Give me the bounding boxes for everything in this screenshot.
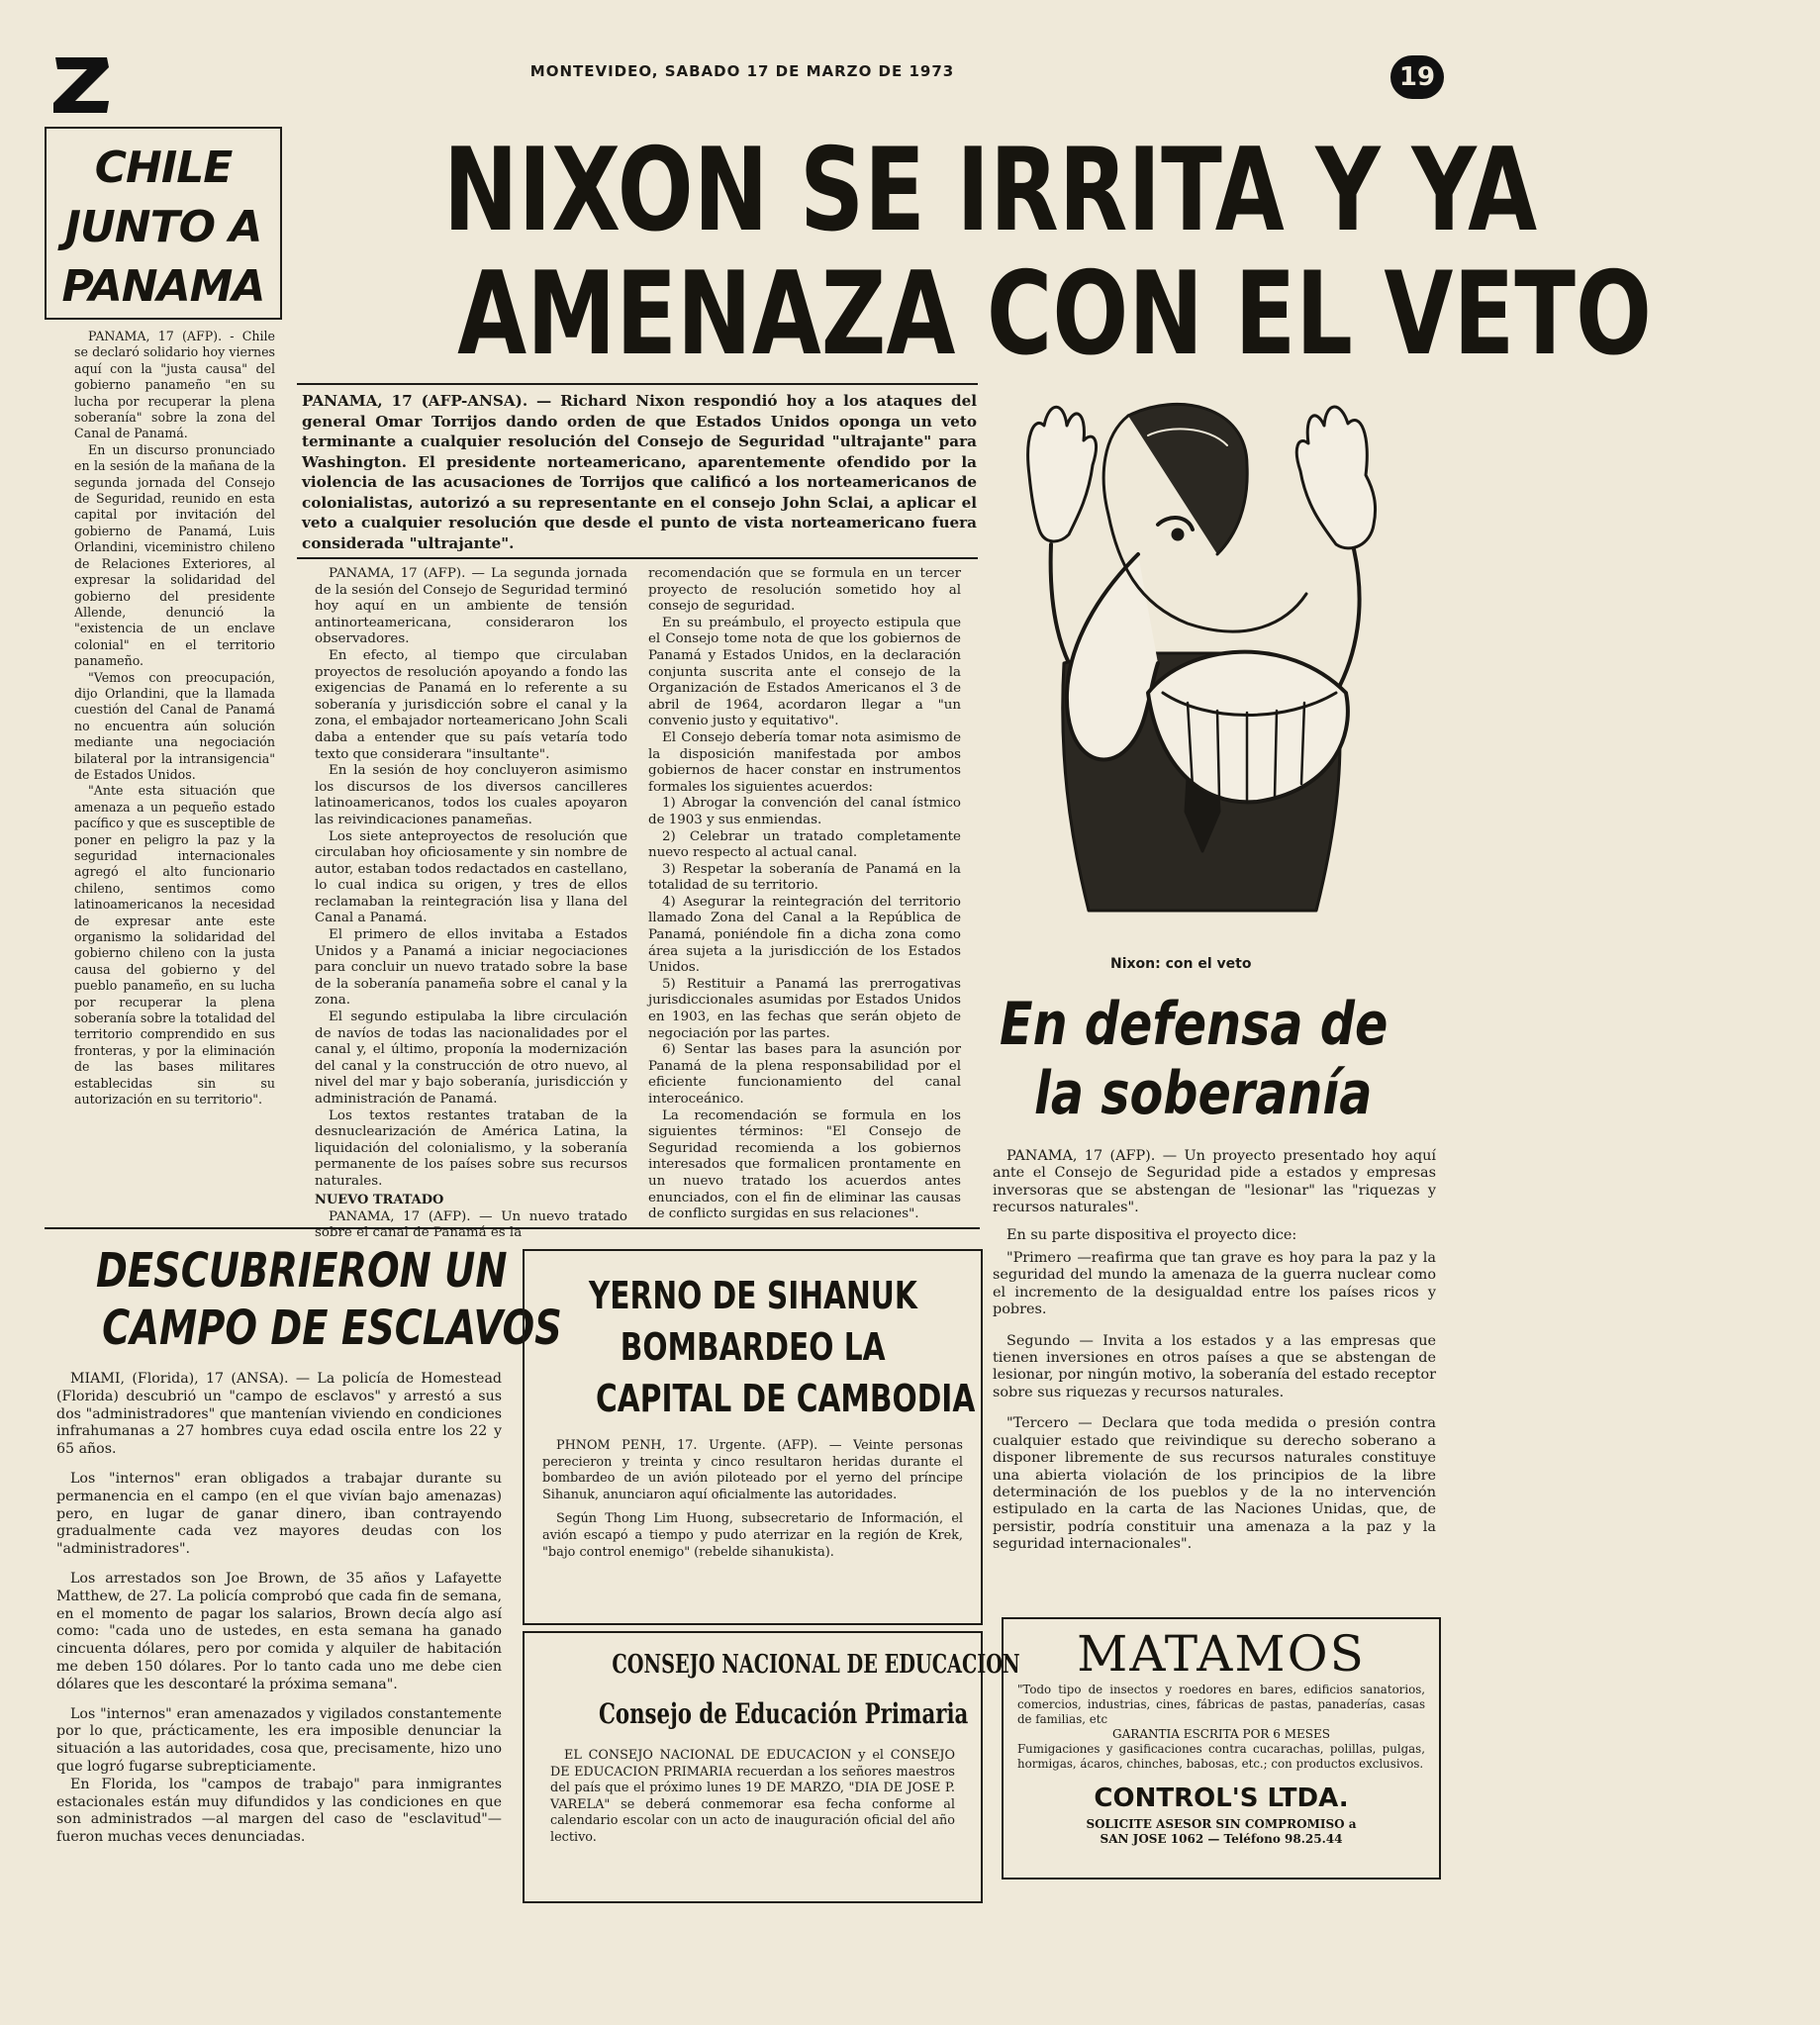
nixon-caption: Nixon: con el veto <box>1110 956 1252 972</box>
soberania-paragraph: En su parte dispositiva el proyecto dice: <box>1006 1226 1297 1243</box>
chile-paragraph: "Ante esta situación que amenaza a un pequeño estado pacífico y que es susceptible de poner en peligro la paz y la seguridad internacionales agregó el alto funcionario chileno, sentimos como latinoamericanos la necesidad de expresar ante este organismo la solidaridad del gobierno chileno con la justa causa del gobierno y del pueblo panameño, en su lucha por recuperar la plena soberanía sobre la totalidad del territorio comprendido en sus fronteras, y por la eliminación de las bases militares establecidas sin su autorización en su territorio". <box>74 783 275 1108</box>
consejo-ad-title-row <box>540 1645 1020 1685</box>
soberania-headline-row-2 <box>1000 1059 1435 1128</box>
chile-paragraph: En un discurso pronunciado en la sesión de la mañana de la segunda jornada del Consejo de Seguridad, reunido en esta capital por invitación del gobierno de Panamá, Luis Orlandini, viceministro chileno de Relaciones Exteriores, al expresar la solidaridad del gobierno del presidente Allende, denunció la "existencia de un enclave colonial" en el territorio panameño. <box>74 441 275 669</box>
sihanuk-headline-line-3: CAPITAL DE CAMBODIA <box>596 1377 976 1420</box>
sihanuk-headline-line-1: YERNO DE SIHANUK <box>588 1274 917 1317</box>
sihanuk-paragraph: PHNOM PENH, 17. Urgente. (AFP). — Veinte personas perecieron y treinta y cinco resultaron heridas durante el bombardeo de un avión piloteado por el yerno del príncipe Sihanuk, anunciaron aquí oficialmente las autoridades. <box>542 1438 963 1502</box>
chile-story-body <box>74 329 275 1109</box>
nixon-headline <box>289 124 1652 381</box>
consejo-ad <box>523 1631 1020 1903</box>
nixon-headline-line-2: AMENAZA CON EL VETO <box>457 247 1652 381</box>
matamos-ad-guarantee: GARANTIA ESCRITA POR 6 MESES <box>1112 1727 1330 1741</box>
nixon-paragraph: recomendación que se formula en un tercer proyecto de resolución sometido hoy al consejo de seguridad. <box>648 566 961 615</box>
nixon-column-2 <box>648 566 961 1223</box>
nixon-paragraph: El primero de ellos invitaba a Estados Unidos y a Panamá a iniciar negociaciones para concluir un nuevo tratado sobre la base de la soberanía panameña sobre el canal y la zona. <box>315 927 627 1009</box>
matamos-ad-body: "Todo tipo de insectos y roedores en bares, edificios sanatorios, comercios, industrias, cines, fábricas de pastas, panaderías, casas de familias, etc <box>1017 1683 1425 1726</box>
soberania-headline-line-2: la soberanía <box>1034 1059 1373 1128</box>
sihanuk-headline-row-3 <box>542 1373 976 1424</box>
soberania-paragraph: Segundo — Invita a los estados y a las empresas que tienen inversiones en otros países a que se abstengan de lesionar, por ningún motivo, la soberanía del estado receptor sobre sus riquezas y recursos naturales. <box>993 1332 1436 1400</box>
nixon-paragraph: 5) Restituir a Panamá las prerrogativas jurisdiccionales asumidas por Estados Unidos en 1903, en las fechas que serán objeto de negociación por las partes. <box>648 976 961 1041</box>
nixon-paragraph: 4) Asegurar la reintegración del territorio llamado Zona del Canal a la República de Panamá, poniéndole fin a dicha zona como área sujeta a la jurisdicción de los Estados Unidos. <box>648 894 961 976</box>
nixon-subhead: NUEVO TRATADO <box>315 1192 444 1207</box>
nixon-lead: PANAMA, 17 (AFP-ANSA). — Richard Nixon respondió hoy a los ataques del general Omar Torrijos dando orden de que Estados Unidos oponga un veto terminante a cualquier resolución del Consejo de Seguridad "ultrajante" para Washington. El presidente norteamericano, aparentemente ofendido por la violencia de las acusaciones de Torrijos que calificó a los norteamericanos de colonialistas, autorizó a su representante en el consejo John Sclai, a aplicar el veto a cualquier resolución que desde el punto de vista norteamericano fuera considerada "ultrajante". <box>302 392 977 552</box>
nixon-paragraph: PANAMA, 17 (AFP). — La segunda jornada de la sesión del Consejo de Seguridad terminó hoy aquí en un ambiente de tensión antinorteamericana, consideraron los observadores. <box>315 566 627 647</box>
esclavos-headline-line-1: DESCUBRIERON UN <box>95 1243 508 1299</box>
page-number: 19 <box>1398 62 1436 92</box>
esclavos-headline-row-2 <box>45 1300 562 1357</box>
consejo-ad-body: EL CONSEJO NACIONAL DE EDUCACION y el CONSEJO DE EDUCACION PRIMARIA recuerdan a los señores maestros del país que el próximo lunes 19 DE MARZO, "DIA DE JOSE P. VARELA" se deberá conmemorar esa fecha conforme al calendario escolar con un acto de inauguración oficial del año lectivo. <box>550 1748 955 1845</box>
nixon-paragraph: 2) Celebrar un tratado completamente nuevo respecto al actual canal. <box>648 828 961 861</box>
chile-headline-line-1: CHILE <box>94 143 233 193</box>
nixon-paragraph: Los textos restantes trataban de la desnuclearización de América Latina, la liquidación del colonialismo, y la soberanía permanente de los países sobre sus recursos naturales. <box>315 1108 627 1189</box>
esclavos-headline-row-1 <box>45 1242 510 1300</box>
nixon-lead-rule-bottom <box>297 557 978 559</box>
sihanuk-headline-row-1 <box>542 1270 963 1321</box>
consejo-ad-title: CONSEJO NACIONAL DE EDUCACION <box>612 1650 1020 1680</box>
consejo-ad-subtitle-row <box>540 1690 969 1738</box>
esclavos-paragraph: En Florida, los "campos de trabajo" para inmigrantes estacionales están muy difundidos y las condiciones en que son administrados —al margen del caso de "esclavitud"— fueron muchas veces denunciadas. <box>56 1776 502 1846</box>
nixon-column-1 <box>315 566 627 1242</box>
nixon-paragraph: Los siete anteproyectos de resolución que circulaban hoy oficiosamente y sin nombre de autor, estaban todos redactados en castellano, lo cual indica su origen, y tres de ellos reclamaban la reintegración lisa y llana del Canal a Panamá. <box>315 828 627 926</box>
chile-headline-line-3: PANAMA <box>61 261 265 312</box>
nixon-caricature <box>990 396 1445 950</box>
chile-paragraph: PANAMA, 17 (AFP). - Chile se declaró solidario hoy viernes aquí con la "justa causa" del gobierno panameño "en su lucha por recuperar la plena soberanía" sobre la zona del Canal de Panamá. <box>74 329 275 441</box>
chile-headline-line-2: JUNTO A <box>64 202 262 252</box>
sihanuk-box <box>523 1249 983 1625</box>
soberania-headline-row-1 <box>1000 990 1435 1059</box>
nixon-lead-rule <box>297 383 978 385</box>
esclavos-paragraph: Los arrestados son Joe Brown, de 35 años y Lafayette Matthew, de 27. La policía comprobó que cada fin de semana, en el momento de pagar los salarios, Brown decía algo así como: "cada uno de ustedes, en esta semana ha ganado cincuenta dólares, pero por comida y alquiler de habitación me deben 150 dólares. Por lo tanto cada uno me debe cien dólares que les descontaré la próxima semana". <box>56 1570 502 1692</box>
soberania-paragraph: PANAMA, 17 (AFP). — Un proyecto presentado hoy aquí ante el Consejo de Seguridad pide a estados y empresas inversoras que se abstengan de "lesionar" las "riquezas y recursos naturales". <box>993 1148 1436 1216</box>
soberania-paragraph: "Tercero — Declara que toda medida o presión contra cualquier estado que reivindique su derecho soberano a disponer libremente de sus recursos naturales constituye una abierta violación de los principios de la libre determinación de los pueblos y de la no intervención estipulado en la carta de las Naciones Unidas, que, de persistir, podría constituir una amenaza a la paz y la seguridad internacionales". <box>993 1415 1436 1553</box>
soberania-headline <box>1000 990 1435 1128</box>
nixon-headline-row-1 <box>289 124 1538 257</box>
sihanuk-paragraph: Según Thong Lim Huong, subsecretario de Información, el avión escapó a tiempo y pudo aterrizar en la región de Krek, "bajo control enemigo" (rebelde sihanukista). <box>542 1511 963 1560</box>
esclavos-paragraph: Los "internos" eran amenazados y vigilados constantemente por lo que, prácticamente, les era imposible denunciar la situación a las autoridades, cosa que, precisamente, hizo uno que logró fugarse subrepticiamente. <box>56 1705 502 1775</box>
matamos-ad-contact-2: SAN JOSE 1062 — Teléfono 98.25.44 <box>1100 1832 1343 1846</box>
nixon-paragraph: PANAMA, 17 (AFP). — Un nuevo tratado sobre el canal de Panamá es la <box>315 1208 627 1241</box>
nixon-headline-line-1: NIXON SE IRRITA Y YA <box>442 124 1538 257</box>
nixon-paragraph: La recomendación se formula en los siguientes términos: "El Consejo de Seguridad recomienda a los gobiernos interesados que formalicen prontamente en un nuevo tratado los acuerdos antes enunciados, con el fin de eliminar las causas de conflicto surgidas en sus relaciones". <box>648 1108 961 1222</box>
nixon-paragraph: En efecto, al tiempo que circulaban proyectos de resolución apoyando a fondo las exigencias de Panamá en lo referente a su soberanía y jurisdicción sobre el canal y la zona, el embajador norteamericano John Scali daba a entender que su país vetaría todo texto que considerara "insultante". <box>315 647 627 762</box>
nixon-paragraph: 3) Respetar la soberanía de Panamá en la totalidad de su territorio. <box>648 861 961 894</box>
matamos-ad-body-2: Fumigaciones y gasificaciones contra cucarachas, polillas, pulgas, hormigas, ácaros, chinches, babosas, etc.; con productos exclusivos. <box>1017 1742 1425 1771</box>
nixon-caricature-drawing <box>990 396 1445 950</box>
soberania-story-body <box>993 1148 1436 1554</box>
nixon-paragraph: El Consejo debería tomar nota asimismo de la disposición manifestada por ambos gobiernos de hacer constar en instrumentos formales los siguientes acuerdos: <box>648 729 961 795</box>
date-line: MONTEVIDEO, SABADO 17 DE MARZO DE 1973 <box>529 62 955 80</box>
soberania-paragraph: "Primero —reafirma que tan grave es hoy para la paz y la seguridad del mundo la amenaza de la guerra nuclear como el incremento de la desigualdad entre los países ricos y pobres. <box>993 1250 1436 1318</box>
nixon-paragraph: En la sesión de hoy concluyeron asimismo los discursos de los diversos cancilleres latinoamericanos, todos los cuales apoyaron las reivindicaciones panameñas. <box>315 763 627 827</box>
esclavos-paragraph: Los "internos" eran obligados a trabajar durante su permanencia en el campo (en el que vivían bajo amenazas) pero, en lugar de ganar dinero, iban contrayendo gradualmente cada vez mayores deudas con los "administradores". <box>56 1470 502 1558</box>
page-number-badge <box>1390 55 1444 99</box>
soberania-headline-line-1: En defensa de <box>1000 990 1389 1059</box>
matamos-ad-company: CONTROL'S LTDA. <box>1094 1784 1349 1813</box>
nixon-paragraph: 6) Sentar las bases para la asunción por Panamá de la plena responsabilidad por el eficiente funcionamiento del canal interoceánico. <box>648 1042 961 1107</box>
matamos-ad-contact-1: SOLICITE ASESOR SIN COMPROMISO a <box>1086 1817 1357 1831</box>
esclavos-headline <box>45 1242 562 1357</box>
consejo-ad-subtitle: Consejo de Educación Primaria <box>598 1697 969 1730</box>
nixon-headline-row-2 <box>289 247 1652 381</box>
esclavos-paragraph: MIAMI, (Florida), 17 (ANSA). — La policía de Homestead (Florida) descubrió un "campo de esclavos" y arrestó a sus dos "administradores" que mantenían viviendo en condiciones infrahumanas a 27 hombres cuya edad oscila entre los 22 y 65 años. <box>56 1371 502 1458</box>
chile-headline <box>47 139 280 317</box>
chile-paragraph: "Vemos con preocupación, dijo Orlandini, que la llamada cuestión del Canal de Panamá no encuentra aún solución mediante una negociación bilateral por la intransigencia" de Estados Unidos. <box>74 669 275 782</box>
sihanuk-headline <box>542 1270 976 1424</box>
matamos-ad <box>1002 1617 1441 1880</box>
esclavos-story-body <box>56 1371 502 1847</box>
masthead-logo <box>49 49 119 119</box>
sihanuk-headline-row-2 <box>542 1321 963 1373</box>
logo-z-icon <box>49 49 119 119</box>
section-divider <box>45 1227 980 1229</box>
nixon-paragraph: 1) Abrogar la convención del canal ístmico de 1903 y sus enmiendas. <box>648 796 961 827</box>
matamos-ad-title: MATAMOS <box>1077 1625 1366 1683</box>
nixon-paragraph: El segundo estipulaba la libre circulación de navíos de todas las nacionalidades por el canal y, el último, proponía la modernización del canal y la construcción de otro nuevo, al nivel del mar y bajo soberanía, jurisdicción y administración de Panamá. <box>315 1010 627 1107</box>
nixon-paragraph: En su preámbulo, el proyecto estipula que el Consejo tome nota de que los gobiernos de Panamá y Estados Unidos, en la declaración conjunta suscrita ante el consejo de la Organización de Estados Americanos el 3 de abril de 1964, acordaron llegar a "un convenio justo y equitativo". <box>648 615 961 729</box>
esclavos-headline-line-2: CAMPO DE ESCLAVOS <box>102 1301 562 1356</box>
sihanuk-headline-line-2: BOMBARDEO LA <box>620 1325 886 1369</box>
chile-headline-box <box>45 127 282 320</box>
